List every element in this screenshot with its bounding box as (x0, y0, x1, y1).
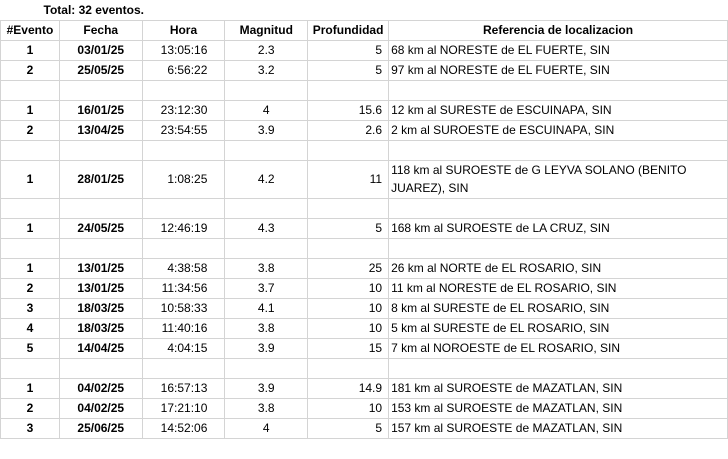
cell-fecha[interactable]: 25/06/25 (59, 418, 142, 438)
cell-fecha[interactable]: 18/03/25 (59, 298, 142, 318)
table-row (1, 298, 728, 318)
cell-referencia[interactable]: 97 km al NORESTE de EL FUERTE, SIN (389, 60, 728, 80)
cell-evento[interactable]: 1 (1, 378, 60, 398)
table-row (1, 338, 728, 358)
cell-profundidad[interactable]: 5 (308, 40, 389, 60)
summary-row (1, 0, 728, 20)
cell-evento[interactable]: 2 (1, 398, 60, 418)
empty-cell[interactable] (142, 140, 225, 160)
cell-profundidad[interactable]: 15 (308, 338, 389, 358)
cell-evento[interactable]: 5 (1, 338, 60, 358)
empty-cell[interactable] (225, 80, 308, 100)
cell-magnitud[interactable]: 3.8 (225, 258, 308, 278)
col-header-evento[interactable]: #Evento (1, 20, 60, 40)
empty-cell[interactable] (59, 358, 142, 378)
empty-cell[interactable] (1, 358, 60, 378)
spacer-row (1, 238, 728, 258)
cell-hora[interactable]: 12:46:19 (142, 218, 225, 238)
empty-cell[interactable] (59, 80, 142, 100)
empty-cell[interactable] (308, 238, 389, 258)
empty-cell[interactable] (225, 198, 308, 218)
cell-magnitud[interactable]: 4 (225, 418, 308, 438)
col-header-fecha[interactable]: Fecha (59, 20, 142, 40)
cell-referencia[interactable]: 11 km al NORESTE de EL ROSARIO, SIN (389, 278, 728, 298)
empty-cell[interactable] (389, 358, 728, 378)
cell-fecha[interactable]: 18/03/25 (59, 318, 142, 338)
cell-fecha[interactable]: 28/01/25 (59, 160, 142, 198)
col-header-referencia[interactable]: Referencia de localizacion (389, 20, 728, 40)
cell-fecha[interactable]: 04/02/25 (59, 398, 142, 418)
empty-cell[interactable] (59, 198, 142, 218)
cell-profundidad[interactable]: 10 (308, 298, 389, 318)
header-row (1, 20, 728, 40)
cell-hora[interactable]: 1:08:25 (142, 160, 225, 198)
empty-cell[interactable] (225, 358, 308, 378)
table-row (1, 278, 728, 298)
cell-referencia[interactable]: 118 km al SUROESTE de G LEYVA SOLANO (BENITO JUAREZ), SIN (389, 160, 728, 198)
cell-fecha[interactable]: 04/02/25 (59, 378, 142, 398)
table-row (1, 418, 728, 438)
cell-magnitud[interactable]: 4.2 (225, 160, 308, 198)
cell-referencia[interactable]: 8 km al SURESTE de EL ROSARIO, SIN (389, 298, 728, 318)
cell-referencia[interactable]: 157 km al SUROESTE de MAZATLAN, SIN (389, 418, 728, 438)
cell-fecha[interactable]: 03/01/25 (59, 40, 142, 60)
cell-evento[interactable]: 1 (1, 258, 60, 278)
spacer-row (1, 198, 728, 218)
cell-fecha[interactable]: 13/01/25 (59, 278, 142, 298)
empty-cell[interactable] (142, 198, 225, 218)
cell-referencia[interactable]: 2 km al SUROESTE de ESCUINAPA, SIN (389, 120, 728, 140)
table-row (1, 120, 728, 140)
cell-profundidad[interactable]: 25 (308, 258, 389, 278)
cell-magnitud[interactable]: 3.9 (225, 338, 308, 358)
empty-cell[interactable] (308, 358, 389, 378)
cell-hora[interactable]: 10:58:33 (142, 298, 225, 318)
cell-fecha[interactable]: 13/04/25 (59, 120, 142, 140)
empty-cell[interactable] (225, 238, 308, 258)
total-label: Total: 32 eventos. (43, 2, 144, 17)
table-row (1, 40, 728, 60)
cell-profundidad[interactable]: 11 (308, 160, 389, 198)
cell-referencia[interactable]: 7 km al NOROESTE de EL ROSARIO, SIN (389, 338, 728, 358)
cell-fecha[interactable]: 25/05/25 (59, 60, 142, 80)
cell-profundidad[interactable]: 10 (308, 398, 389, 418)
spacer-row (1, 358, 728, 378)
empty-cell[interactable] (308, 140, 389, 160)
cell-hora[interactable]: 6:56:22 (142, 60, 225, 80)
empty-cell[interactable] (389, 140, 728, 160)
cell-hora[interactable]: 13:05:16 (142, 40, 225, 60)
table-row (1, 60, 728, 80)
cell-profundidad[interactable]: 10 (308, 278, 389, 298)
empty-cell[interactable] (142, 358, 225, 378)
empty-cell[interactable] (59, 238, 142, 258)
cell-magnitud[interactable]: 3.9 (225, 120, 308, 140)
empty-cell[interactable] (1, 80, 60, 100)
cell-hora[interactable]: 4:04:15 (142, 338, 225, 358)
cell-evento[interactable]: 4 (1, 318, 60, 338)
cell-fecha[interactable]: 16/01/25 (59, 100, 142, 120)
table-row (1, 160, 728, 198)
empty-cell[interactable] (1, 140, 60, 160)
cell-evento[interactable]: 1 (1, 100, 60, 120)
cell-referencia[interactable]: 68 km al NORESTE de EL FUERTE, SIN (389, 40, 728, 60)
cell-profundidad[interactable]: 5 (308, 60, 389, 80)
empty-cell[interactable] (389, 238, 728, 258)
cell-evento[interactable]: 1 (1, 40, 60, 60)
cell-evento[interactable]: 1 (1, 160, 60, 198)
cell-magnitud[interactable]: 3.9 (225, 378, 308, 398)
cell-magnitud[interactable]: 4.1 (225, 298, 308, 318)
cell-profundidad[interactable]: 5 (308, 218, 389, 238)
cell-referencia[interactable]: 153 km al SUROESTE de MAZATLAN, SIN (389, 398, 728, 418)
empty-cell[interactable] (308, 80, 389, 100)
cell-fecha[interactable]: 13/01/25 (59, 258, 142, 278)
empty-cell[interactable] (389, 80, 728, 100)
cell-magnitud[interactable]: 3.7 (225, 278, 308, 298)
cell-magnitud[interactable]: 3.8 (225, 318, 308, 338)
empty-cell[interactable] (389, 198, 728, 218)
table-row (1, 100, 728, 120)
table-row (1, 218, 728, 238)
cell-evento[interactable]: 2 (1, 60, 60, 80)
cell-hora[interactable]: 11:34:56 (142, 278, 225, 298)
table-row (1, 398, 728, 418)
cell-evento[interactable]: 2 (1, 278, 60, 298)
cell-referencia[interactable]: 5 km al SURESTE de EL ROSARIO, SIN (389, 318, 728, 338)
cell-referencia[interactable]: 168 km al SUROESTE de LA CRUZ, SIN (389, 218, 728, 238)
cell-fecha[interactable]: 14/04/25 (59, 338, 142, 358)
cell-profundidad[interactable]: 10 (308, 318, 389, 338)
spacer-row (1, 140, 728, 160)
empty-cell[interactable] (1, 198, 60, 218)
cell-hora[interactable]: 16:57:13 (142, 378, 225, 398)
col-header-hora[interactable]: Hora (142, 20, 225, 40)
cell-referencia[interactable]: 12 km al SURESTE de ESCUINAPA, SIN (389, 100, 728, 120)
cell-hora[interactable]: 23:54:55 (142, 120, 225, 140)
cell-hora[interactable]: 4:38:58 (142, 258, 225, 278)
cell-magnitud[interactable]: 4.3 (225, 218, 308, 238)
empty-cell[interactable] (1, 238, 60, 258)
cell-evento[interactable]: 1 (1, 218, 60, 238)
table-row (1, 258, 728, 278)
table-row (1, 378, 728, 398)
cell-evento[interactable]: 3 (1, 418, 60, 438)
empty-cell[interactable] (225, 140, 308, 160)
cell-referencia[interactable]: 181 km al SUROESTE de MAZATLAN, SIN (389, 378, 728, 398)
cell-profundidad[interactable]: 15.6 (308, 100, 389, 120)
empty-cell[interactable] (59, 140, 142, 160)
cell-magnitud[interactable]: 3.8 (225, 398, 308, 418)
cell-evento[interactable]: 2 (1, 120, 60, 140)
empty-cell[interactable] (142, 238, 225, 258)
empty-cell[interactable] (142, 80, 225, 100)
cell-magnitud[interactable]: 4 (225, 100, 308, 120)
cell-hora[interactable]: 17:21:10 (142, 398, 225, 418)
table-row (1, 318, 728, 338)
col-header-magnitud[interactable]: Magnitud (225, 20, 308, 40)
cell-referencia[interactable]: 26 km al NORTE de EL ROSARIO, SIN (389, 258, 728, 278)
cell-hora[interactable]: 23:12:30 (142, 100, 225, 120)
cell-hora[interactable]: 14:52:06 (142, 418, 225, 438)
empty-cell[interactable] (308, 198, 389, 218)
cell-profundidad[interactable]: 5 (308, 418, 389, 438)
cell-hora[interactable]: 11:40:16 (142, 318, 225, 338)
cell-profundidad[interactable]: 2.6 (308, 120, 389, 140)
spacer-row (1, 80, 728, 100)
cell-fecha[interactable]: 24/05/25 (59, 218, 142, 238)
cell-magnitud[interactable]: 2.3 (225, 40, 308, 60)
col-header-profundidad[interactable]: Profundidad (308, 20, 389, 40)
cell-magnitud[interactable]: 3.2 (225, 60, 308, 80)
cell-profundidad[interactable]: 14.9 (308, 378, 389, 398)
cell-evento[interactable]: 3 (1, 298, 60, 318)
